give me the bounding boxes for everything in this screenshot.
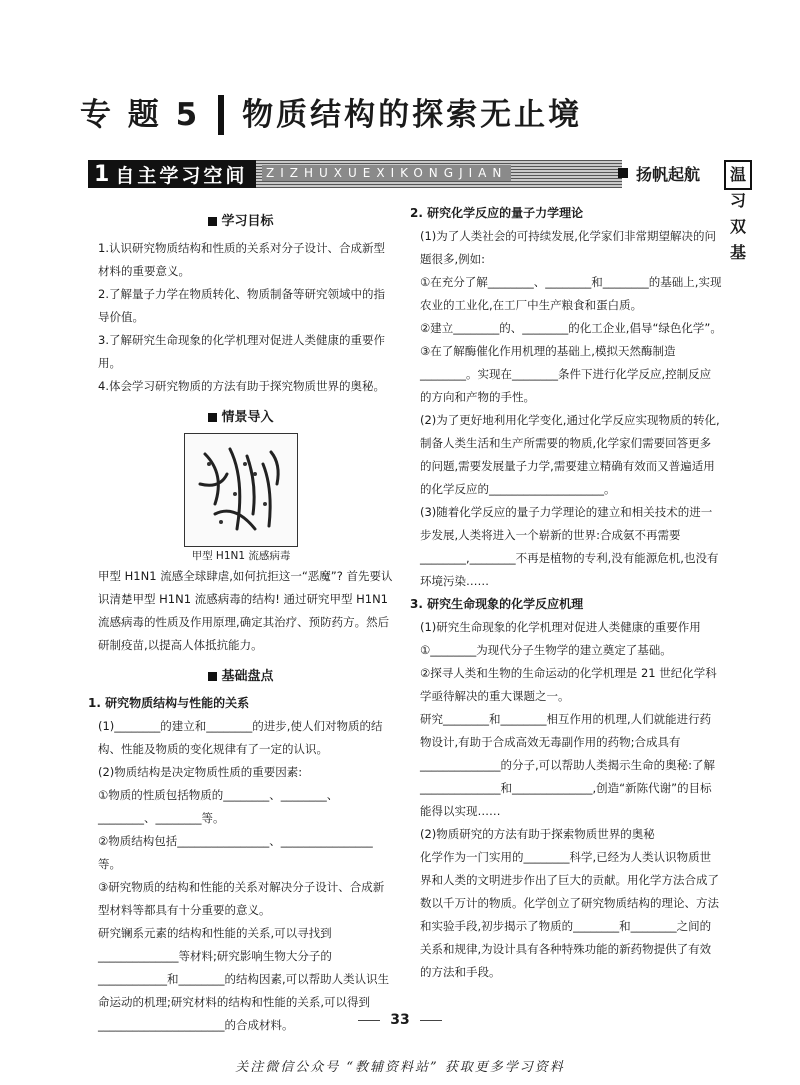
banner-subtitle-2: 温习双基 — [724, 160, 752, 190]
content-line: (3)随着化学反应的量子力学理论的建立和相关技术的进一步发展,人类将进入一个崭新的世界:合成氨不再需要________,________不再是植物的专利,没有能源危机,也没有环境污染…… — [420, 505, 719, 588]
content-line: (2)物质结构是决定物质性质的重要因素: — [98, 765, 303, 779]
content-line: 研究________和________相互作用的机理,人们就能进行药物设计,有助于合成高效无毒副作用的药物;合成具有______________的分子,可以帮助人类揭示生命的奥秘:了解______________和______________,创造“新陈代谢”的目标能得以实现…… — [420, 712, 716, 818]
banner-number: 1 — [94, 161, 110, 187]
page-number: 33 — [0, 1012, 800, 1028]
content-line: (2)为了更好地利用化学变化,通过化学反应实现物质的转化,制备人类生活和生产所需要的物质,化学家们需要回答更多的问题,需要发展量子力学,需要建立精确有效而又普遍适用的化学反应的____________________。 — [420, 413, 720, 496]
right-column — [410, 202, 722, 984]
title-divider — [218, 95, 224, 135]
banner-stripe — [256, 160, 622, 188]
banner-subtitle-1: 扬帆起航 — [636, 165, 701, 184]
content-line: (1)研究生命现象的化学机理对促进人类健康的重要作用 — [420, 620, 701, 634]
intro-text: 甲型 H1N1 流感全球肆虐,如何抗拒这一“恶魔”? 首先要认识清楚甲型 H1N1 流感病毒的结构! 通过研究甲型 H1N1 流感病毒的性质及作用原理,确定其治疗、预防药方。然后研制疫苗,以提高人体抵抗能力。 — [98, 569, 393, 652]
left-column — [88, 202, 394, 1037]
goal-item: 1.认识研究物质结构和性质的关系对分子设计、合成新型材料的重要意义。 — [98, 241, 385, 278]
content-line: ②探寻人类和生物的生命运动的化学机理是 21 世纪化学科学亟待解决的重大课题之一。 — [420, 666, 717, 703]
content-line: (1)________的建立和________的进步,使人们对物质的结构、性能及物质的变化规律有了一定的认识。 — [98, 719, 383, 756]
image-caption: 甲型 H1N1 流感病毒 — [191, 550, 291, 562]
content-line: ③在了解酶催化作用机理的基础上,模拟天然酶制造________。实现在________条件下进行化学反应,控制反应的方向和产物的手性。 — [420, 344, 712, 404]
content-line: (1)为了人类社会的可持续发展,化学家们非常期望解决的问题很多,例如: — [420, 229, 716, 266]
banner-title: 自主学习空间 — [115, 164, 248, 187]
subsection-heading: 1. 研究物质结构与性能的关系 — [88, 696, 250, 710]
subsection-heading: 3. 研究生命现象的化学反应机理 — [410, 597, 584, 611]
divider — [420, 1020, 442, 1021]
goals-heading: 学习目标 — [88, 210, 394, 233]
content-line: ②物质结构包括________________、________________等。 — [98, 834, 373, 871]
content-line: ①________为现代分子生物学的建立奠定了基础。 — [420, 643, 672, 657]
square-bullet-icon — [618, 168, 628, 178]
goal-item: 3.了解研究生命现象的化学机理对促进人类健康的重要作用。 — [98, 333, 385, 370]
footer-note: 关注微信公众号 “教辅资料站” 获取更多学习资料 — [235, 1060, 565, 1075]
content-line: (2)物质研究的方法有助于探索物质世界的奥秘 — [420, 827, 655, 841]
content-line: 化学作为一门实用的________科学,已经为人类认识物质世界和人类的文明进步作出了巨大的贡献。用化学方法合成了数以千万计的物质。化学创立了研究物质结构的理论、方法和实验手段,初步揭示了物质的________和________之间的关系和规律,为设计具有各种特殊功能的新药物提供了有效的方法和手段。 — [420, 850, 719, 979]
topic-title: 物质结构的探索无止境 — [242, 97, 583, 133]
banner-pinyin: ZIZHUXUEXIKONGJIAN — [262, 165, 511, 181]
basics-heading: 基础盘点 — [88, 665, 394, 688]
content-line: ①物质的性质包括物质的________、________、________、________等。 — [98, 788, 339, 825]
square-bullet-icon — [208, 217, 217, 226]
virus-image — [184, 433, 298, 547]
topic-label: 专 题 5 — [80, 97, 201, 133]
content-line: ②建立________的、________的化工企业,倡导“绿色化学”。 — [420, 321, 722, 335]
square-bullet-icon — [208, 672, 217, 681]
virus-micrograph-icon — [185, 434, 297, 546]
content-line: 研究镧系元素的结构和性能的关系,可以寻找到______________等材料;研究影响生物大分子的____________和________的结构因素,可以帮助人类认识生命运动的机理;研究材料的结构和性能的关系,可以得到______________________的合成材料。 — [98, 926, 390, 1032]
square-bullet-icon — [208, 413, 217, 422]
content-line: ①在充分了解________、________和________的基础上,实现农业的工业化,在工厂中生产粮食和蛋白质。 — [420, 275, 722, 312]
goal-item: 4.体会学习研究物质的方法有助于探究物质世界的奥秘。 — [98, 379, 385, 393]
subsection-heading: 2. 研究化学反应的量子力学理论 — [410, 206, 584, 220]
intro-heading: 情景导入 — [88, 406, 394, 429]
divider — [358, 1020, 380, 1021]
page-title — [80, 92, 582, 138]
goal-item: 2.了解量子力学在物质转化、物质制备等研究领域中的指导价值。 — [98, 287, 385, 324]
banner-label — [88, 160, 256, 188]
content-line: ③研究物质的结构和性能的关系对解决分子设计、合成新型材料等都具有十分重要的意义。 — [98, 880, 385, 917]
